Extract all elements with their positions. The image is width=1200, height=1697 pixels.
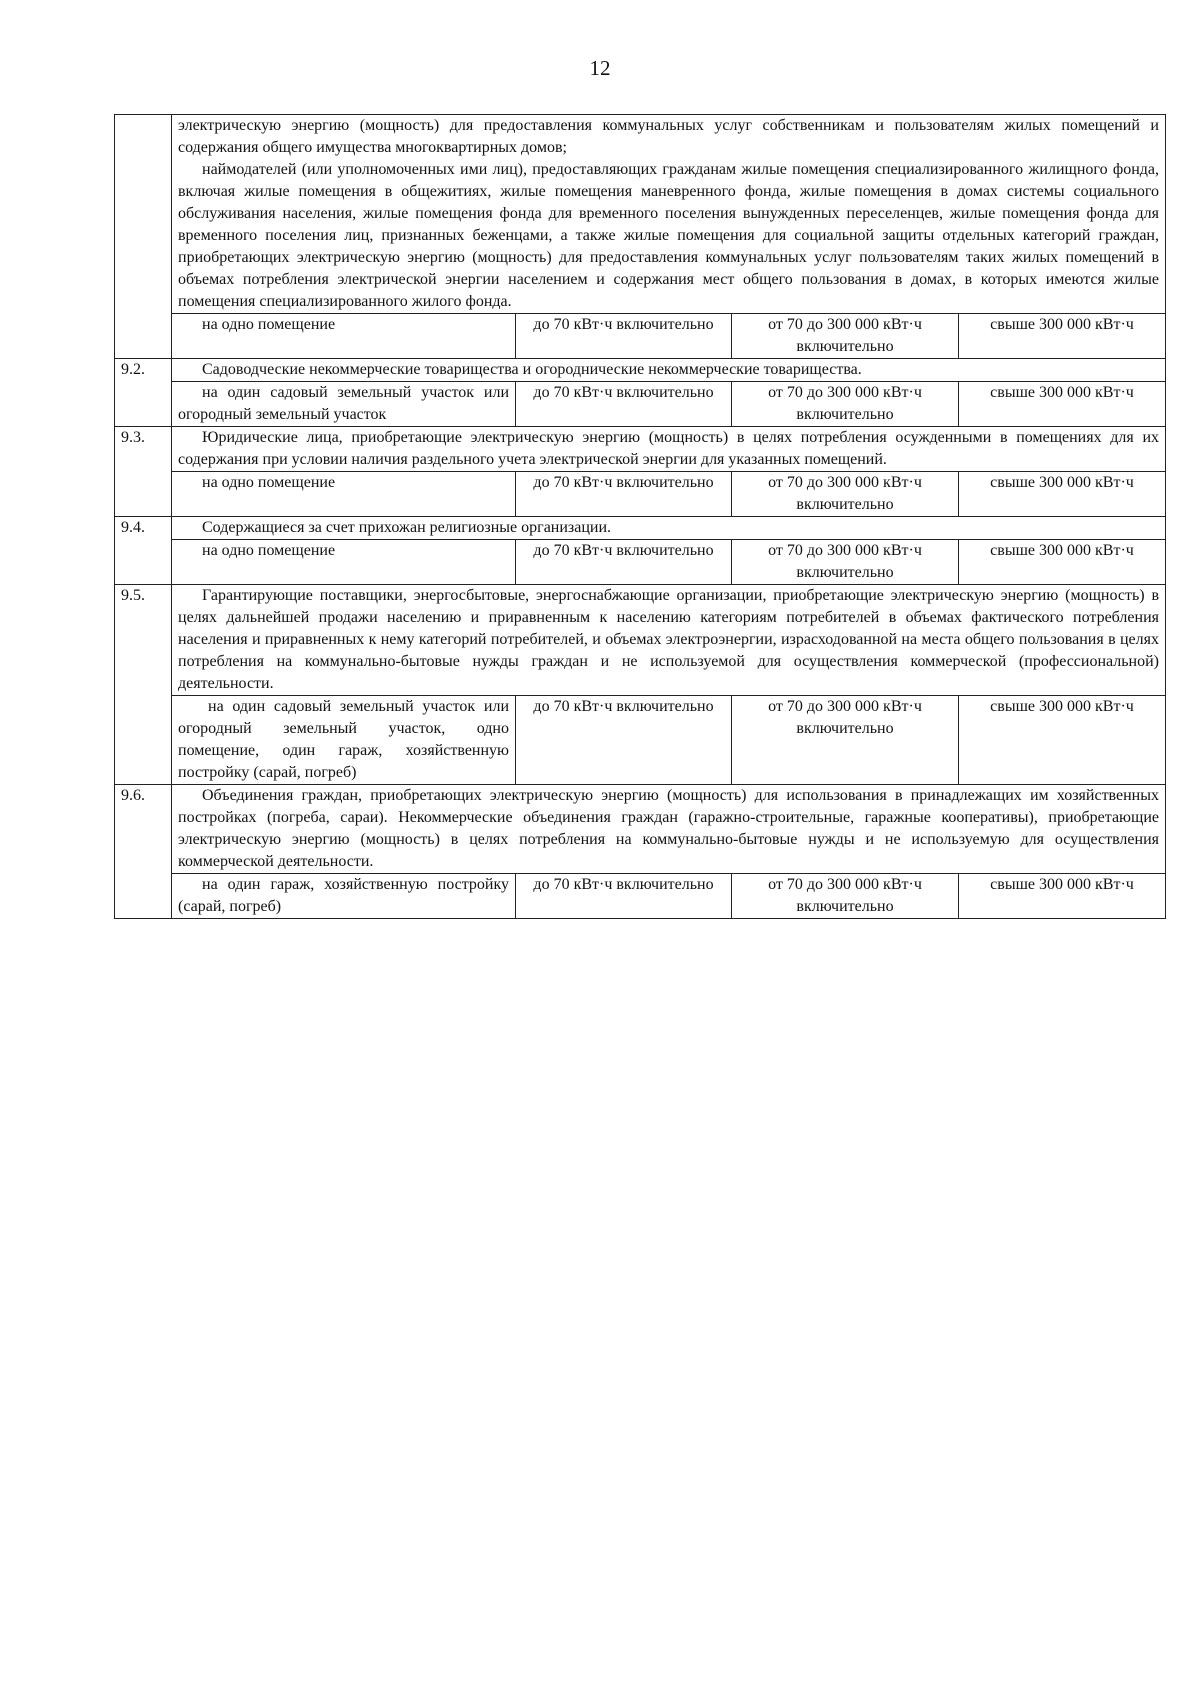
volume-mid-cell: от 70 до 300 000 кВт·ч включительно xyxy=(732,472,959,517)
tariff-table xyxy=(114,114,1166,919)
volume-low-cell: до 70 кВт·ч включительно xyxy=(516,472,732,517)
volume-high-cell: свыше 300 000 кВт·ч xyxy=(959,382,1166,427)
description-paragraph: Содержащиеся за счет прихожан религиозные организации. xyxy=(202,519,612,536)
consumer-unit-cell: на один садовый земельный участок или огородный земельный участок xyxy=(172,382,516,427)
table-row-volumes xyxy=(115,874,1166,919)
table-row-volumes xyxy=(115,472,1166,517)
row-description xyxy=(172,785,1166,874)
description-paragraph: Объединения граждан, приобретающих электрическую энергию (мощность) для использования в принадлежащих им хозяйственных постройках (погреба, сараи). Некоммерческие объединения граждан (гаражно-строительные, гаражные кооперативы), приобретающие электрическую энергию (мощность) в целях потребления на коммунально-бытовые нужды и не используемую для осуществления коммерческой деятельности. xyxy=(178,787,1159,870)
consumer-unit-cell: на один гараж, хозяйственную постройку (сарай, погреб) xyxy=(172,874,516,919)
row-description xyxy=(172,585,1166,696)
volume-low-cell: до 70 кВт·ч включительно xyxy=(516,382,732,427)
table-row-volumes xyxy=(115,382,1166,427)
consumer-unit-cell: на одно помещение xyxy=(172,314,516,359)
volume-mid-cell: от 70 до 300 000 кВт·ч включительно xyxy=(732,382,959,427)
volume-high-cell: свыше 300 000 кВт·ч xyxy=(959,696,1166,785)
row-description xyxy=(172,359,1166,382)
page-number: 12 xyxy=(589,56,611,80)
description-paragraph: Гарантирующие поставщики, энергосбытовые, энергоснабжающие организации, приобретающие электрическую энергию (мощность) в целях дальнейшей продажи населению и приравненным к населению категориям потребителей в объемах фактического потребления населения и приравненных к нему категорий потребителей, и объемах электроэнергии, израсходованной на места общего пользования в целях потребления на коммунально-бытовые нужды граждан и не используемой для осуществления коммерческой (профессиональной) деятельности. xyxy=(178,587,1159,692)
table-row-volumes xyxy=(115,696,1166,785)
volume-high-cell: свыше 300 000 кВт·ч xyxy=(959,874,1166,919)
consumer-unit-cell: на одно помещение xyxy=(172,540,516,585)
row-description xyxy=(172,427,1166,472)
consumer-unit-cell: на одно помещение xyxy=(172,472,516,517)
table-row-volumes xyxy=(115,314,1166,359)
row-number: 9.6. xyxy=(115,785,172,919)
table-row xyxy=(115,359,1166,382)
row-number: 9.3. xyxy=(115,427,172,517)
table-row xyxy=(115,517,1166,540)
table-row xyxy=(115,585,1166,696)
volume-mid-cell: от 70 до 300 000 кВт·ч включительно xyxy=(732,696,959,785)
volume-low-cell: до 70 кВт·ч включительно xyxy=(516,696,732,785)
consumer-unit-cell: на один садовый земельный участок или огородный земельный участок, одно помещение, один гараж, хозяйственную постройку (сарай, погреб) xyxy=(172,696,516,785)
volume-mid-cell: от 70 до 300 000 кВт·ч включительно xyxy=(732,314,959,359)
volume-low-cell: до 70 кВт·ч включительно xyxy=(516,540,732,585)
row-description xyxy=(172,517,1166,540)
description-paragraph: Юридические лица, приобретающие электрическую энергию (мощность) в целях потребления осужденными в помещениях для их содержания при условии наличия раздельного учета электрической энергии для указанных помещений. xyxy=(178,429,1159,468)
volume-high-cell: свыше 300 000 кВт·ч xyxy=(959,472,1166,517)
table-row xyxy=(115,427,1166,472)
volume-mid-cell: от 70 до 300 000 кВт·ч включительно xyxy=(732,540,959,585)
table-row-volumes xyxy=(115,540,1166,585)
description-paragraph: электрическую энергию (мощность) для предоставления коммунальных услуг собственникам и пользователям жилых помещений и содержания общего имущества многоквартирных домов; xyxy=(178,117,1159,156)
table-row-continuation xyxy=(115,115,1166,314)
table-row xyxy=(115,785,1166,874)
description-paragraph: Садоводческие некоммерческие товарищества и огороднические некоммерческие товарищества. xyxy=(202,361,862,378)
row-description xyxy=(172,115,1166,314)
volume-mid-cell: от 70 до 300 000 кВт·ч включительно xyxy=(732,874,959,919)
description-paragraph: наймодателей (или уполномоченных ими лиц), предоставляющих гражданам жилые помещения специализированного жилищного фонда, включая жилые помещения в общежитиях, жилые помещения маневренного фонда, жилые помещения в домах системы социального обслуживания населения, жилые помещения фонда для временного поселения вынужденных переселенцев, жилые помещения фонда для временного поселения лиц, признанных беженцами, а также жилые помещения для социальной защиты отдельных категорий граждан, приобретающих электрическую энергию (мощность) для предоставления коммунальных услуг пользователям таких жилых помещений в объемах потребления электрической энергии населением и содержания мест общего пользования в домах, в которых имеются жилые помещения специализированного жилого фонда. xyxy=(178,161,1159,310)
volume-high-cell: свыше 300 000 кВт·ч xyxy=(959,540,1166,585)
row-number: 9.4. xyxy=(115,517,172,585)
volume-low-cell: до 70 кВт·ч включительно xyxy=(516,314,732,359)
row-number: 9.2. xyxy=(115,359,172,427)
volume-low-cell: до 70 кВт·ч включительно xyxy=(516,874,732,919)
volume-high-cell: свыше 300 000 кВт·ч xyxy=(959,314,1166,359)
row-number: 9.5. xyxy=(115,585,172,785)
row-number-empty xyxy=(115,115,172,359)
